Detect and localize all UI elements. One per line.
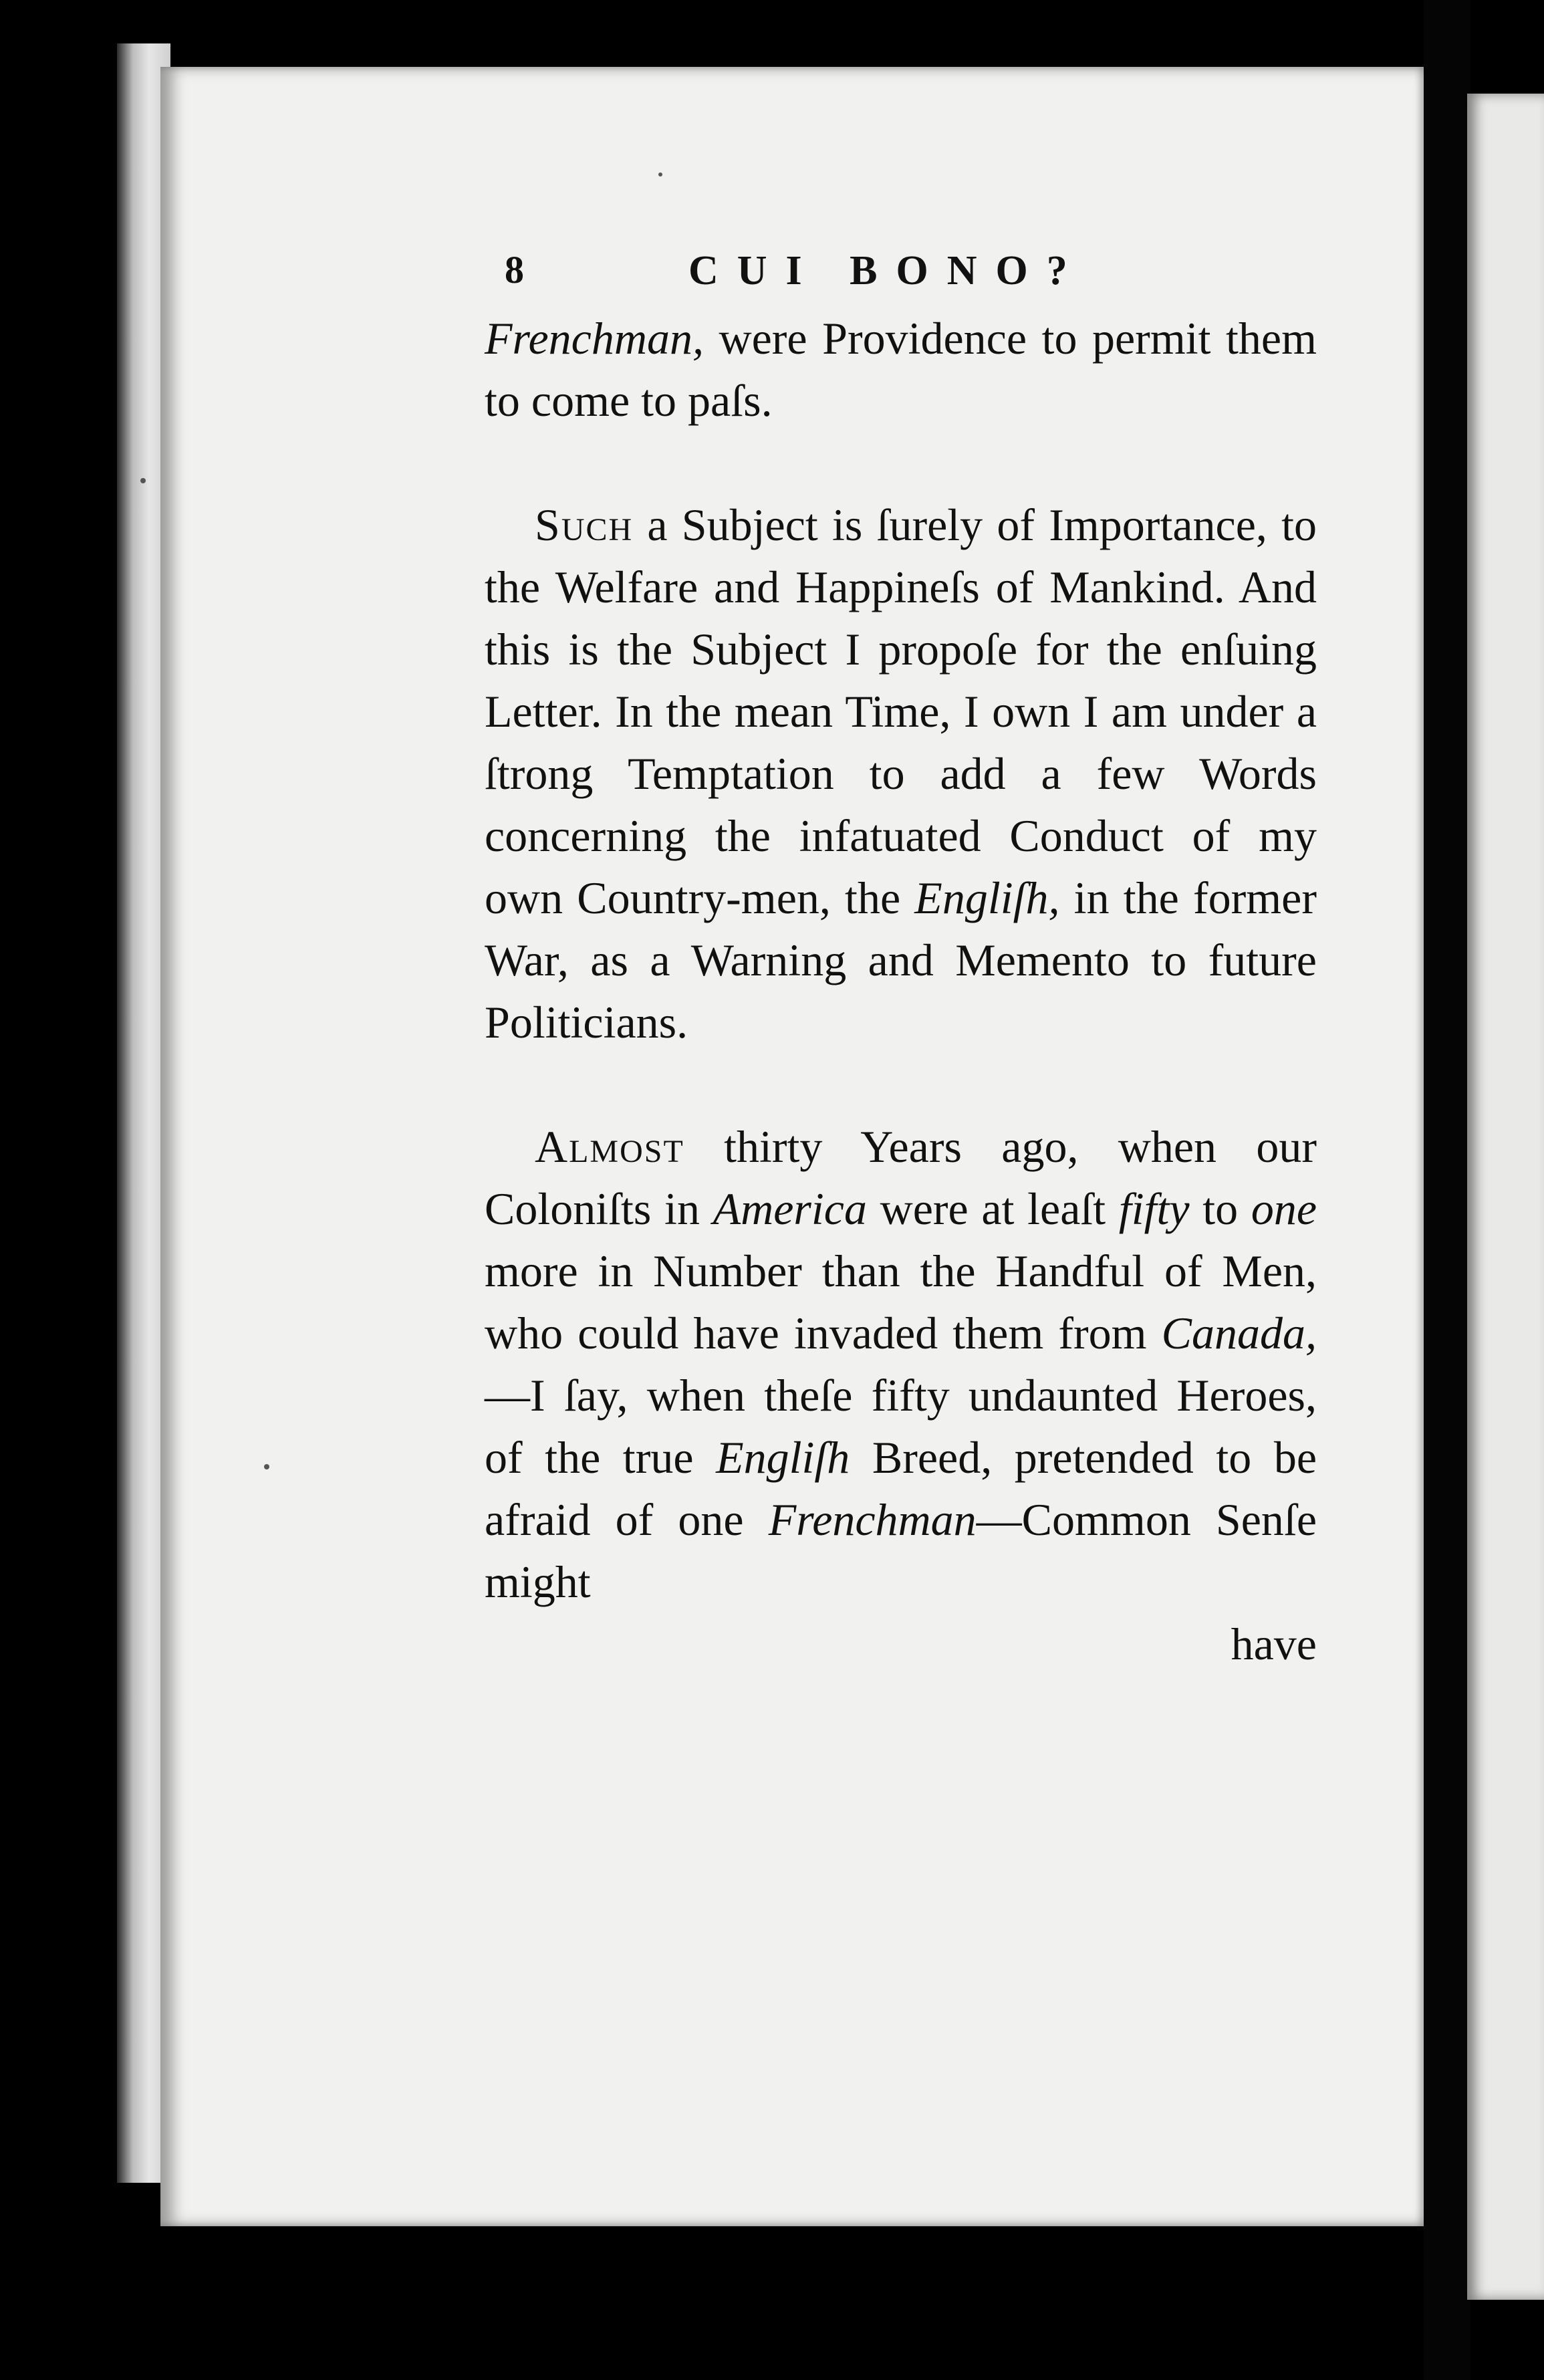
text-run: in the former War, as a Warning and Memento to future Politicians.	[485, 872, 1317, 1048]
paragraph	[485, 308, 1317, 432]
paragraph	[485, 494, 1317, 1054]
text-run: were Providence to permit them to come to paſs.	[485, 313, 1317, 426]
small-caps-text: Almost	[535, 1121, 684, 1172]
text-run: —Common Senſe might	[485, 1494, 1317, 1607]
text-run: a Subject is ſurely of Importance, to the Welfare and Happineſs of Mankind. And this is the Subject I propoſe for the enſuing Letter. In the mean Time, I own I am under a ſtrong Temptation to add a few Words concerning the infatuated Conduct of my own Country-men, the	[485, 499, 1317, 923]
text-run: thirty Years ago, when our Coloniſts in	[485, 1121, 1317, 1234]
facing-page-edge	[1467, 94, 1544, 2300]
scan-border-left	[0, 0, 134, 2380]
paragraph	[485, 1116, 1317, 1613]
text-run: more in Number than the Handful of Men, who could have invaded them from	[485, 1245, 1317, 1358]
running-title: CUI BONO?	[688, 248, 1086, 293]
paper-speck	[140, 478, 146, 483]
italic-text: Frenchman,	[485, 313, 704, 364]
italic-text: America	[713, 1183, 867, 1234]
paper-speck	[264, 1464, 269, 1469]
italic-text: Frenchman	[768, 1494, 977, 1545]
text-run: Breed, pretended to be afraid of one	[485, 1432, 1317, 1545]
page-text	[485, 247, 1317, 1675]
small-caps-text: Such	[535, 499, 634, 550]
italic-text: fifty	[1118, 1183, 1190, 1234]
book-gutter	[1424, 0, 1470, 2380]
page-number: 8	[505, 248, 524, 291]
running-head	[485, 247, 1317, 308]
italic-text: Canada,	[1161, 1308, 1317, 1358]
italic-text: Engliſh,	[914, 872, 1060, 923]
text-run: were at leaſt	[866, 1183, 1119, 1234]
body-text	[485, 308, 1317, 1613]
catchword: have	[1231, 1619, 1317, 1669]
text-run: to	[1189, 1183, 1251, 1234]
text-run: —I ſay, when theſe fifty undaunted Heroes, of the true	[485, 1370, 1317, 1483]
italic-text: one	[1251, 1183, 1317, 1234]
paper-speck	[658, 172, 662, 176]
italic-text: Engliſh	[716, 1432, 850, 1483]
